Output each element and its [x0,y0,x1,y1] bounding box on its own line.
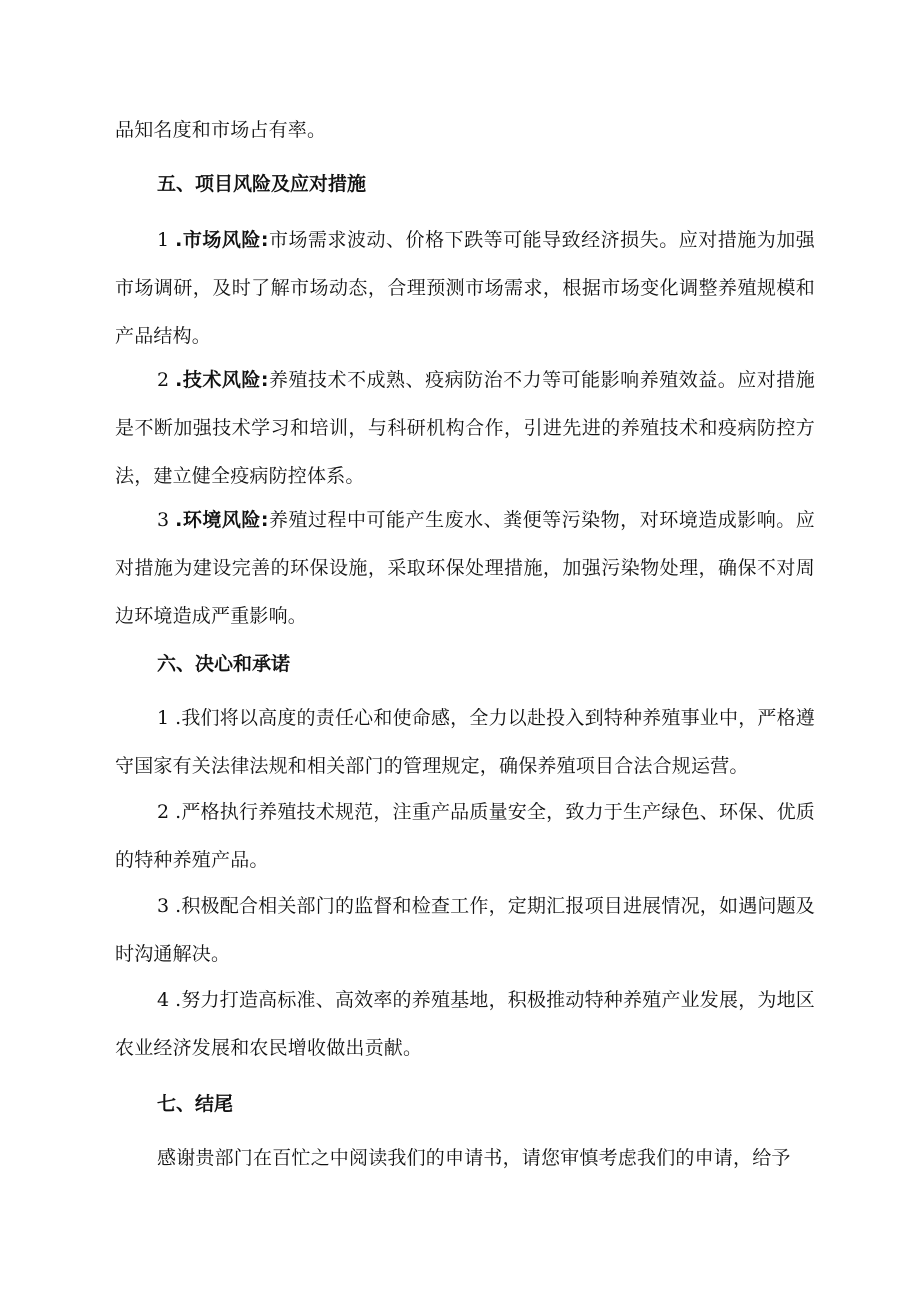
item-text: 努力打造高标准、高效率的养殖基地，积极推动特种养殖产业发展，为地区农业经济发展和农民增收做出贡献。 [115,989,815,1059]
item-term: 环境风险: [182,509,269,531]
item-number: 2 [157,369,172,391]
section-heading-closing: 七、结尾 [157,1093,234,1115]
commitment-item-2 [115,788,815,884]
item-number: 2 [157,801,172,823]
item-term: 技术风险: [182,369,269,391]
item-text: 市场需求波动、价格下跌等可能导致经济损失。应对措施为加强市场调研，及时了解市场动态，合理预测市场需求，根据市场变化调整养殖规模和产品结构。 [115,229,815,347]
section-heading-risk: 五、项目风险及应对措施 [157,173,367,195]
risk-item-environment [115,496,815,640]
item-text: 我们将以高度的责任心和使命感，全力以赴投入到特种养殖事业中，严格遵守国家有关法律法规和相关部门的管理规定，确保养殖项目合法合规运营。 [115,707,815,777]
item-text: 积极配合相关部门的监督和检查工作，定期汇报项目进展情况，如遇问题及时沟通解决。 [115,895,815,965]
risk-item-technology [115,356,815,500]
item-separator: . [175,707,182,729]
commitment-item-3 [115,882,815,978]
item-separator: . [175,229,183,251]
commitment-item-1 [115,694,815,790]
item-text: 严格执行养殖技术规范，注重产品质量安全，致力于生产绿色、环保、优质的特种养殖产品。 [115,801,815,871]
item-number: 4 [157,989,172,1011]
item-number: 3 [157,509,172,531]
intro-tail-paragraph: 品知名度和市场占有率。 [115,119,327,141]
item-separator: . [175,801,182,823]
item-text: 养殖技术不成熟、疫病防治不力等可能影响养殖效益。应对措施是不断加强技术学习和培训，与科研机构合作，引进先进的养殖技术和疫病防控方法，建立健全疫病防控体系。 [115,369,815,487]
commitment-item-4 [115,976,815,1072]
item-number: 1 [157,707,172,729]
item-separator: . [175,895,182,917]
item-separator: . [175,369,183,391]
item-separator: . [175,989,182,1011]
closing-paragraph: 感谢贵部门在百忙之中阅读我们的申请书，请您审慎考虑我们的申请，给予 [157,1147,791,1169]
item-number: 1 [157,229,172,251]
risk-item-market [115,216,815,360]
section-heading-commitment: 六、决心和承诺 [157,653,291,675]
item-term: 市场风险: [182,229,269,251]
item-separator: . [175,509,183,531]
item-text: 养殖过程中可能产生废水、粪便等污染物，对环境造成影响。应对措施为建设完善的环保设施，采取环保处理措施，加强污染物处理，确保不对周边环境造成严重影响。 [115,509,815,627]
item-number: 3 [157,895,172,917]
